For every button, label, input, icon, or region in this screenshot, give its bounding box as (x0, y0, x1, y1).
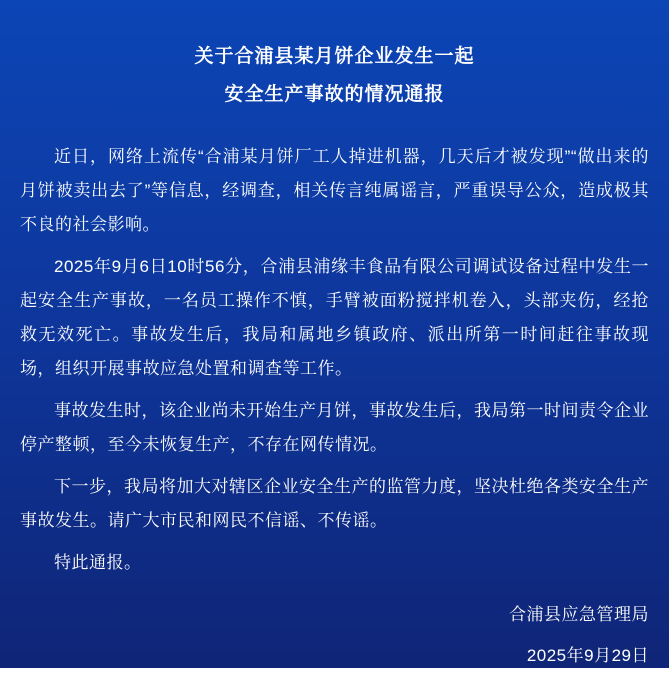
notice-body (20, 140, 649, 580)
notice-title-line-2: 安全生产事故的情况通报 (224, 84, 445, 105)
notice-paragraph-next-steps: 下一步，我局将加大对辖区企业安全生产的监管力度，坚决杜绝各类安全生产事故发生。请广大市民和网民不信谣、不传谣。 (20, 477, 649, 530)
notice-paragraph-accident-details: 2025年9月6日10时56分，合浦县浦缘丰食品有限公司调试设备过程中发生一起安全生产事故，一名员工操作不慎，手臂被面粉搅拌机卷入，头部夹伤，经抢救无效死亡。事故发生后，我局和属地乡镇政府、派出所第一时间赶往事故现场，组织开展事故应急处置和调查等工作。 (20, 257, 649, 378)
notice-paragraph-rumor-summary: 近日，网络上流传“合浦某月饼厂工人掉进机器，几天后才被发现”“做出来的月饼被卖出去了”等信息，经调查，相关传言纯属谣言，严重误导公众，造成极其不良的社会影响。 (20, 147, 649, 234)
notice-footer (20, 594, 649, 676)
notice-title-line-1: 关于合浦县某月饼企业发生一起 (194, 46, 475, 67)
notice-title (20, 38, 649, 114)
notice-date: 2025年9月29日 (526, 646, 649, 665)
notice-paragraph-closing: 特此通报。 (54, 553, 142, 572)
notice-signature: 合浦县应急管理局 (509, 605, 649, 624)
notice-paragraph-production-status: 事故发生时，该企业尚未开始生产月饼，事故发生后，我局第一时间责令企业停产整顿，至今未恢复生产，不存在网传情况。 (20, 401, 649, 454)
